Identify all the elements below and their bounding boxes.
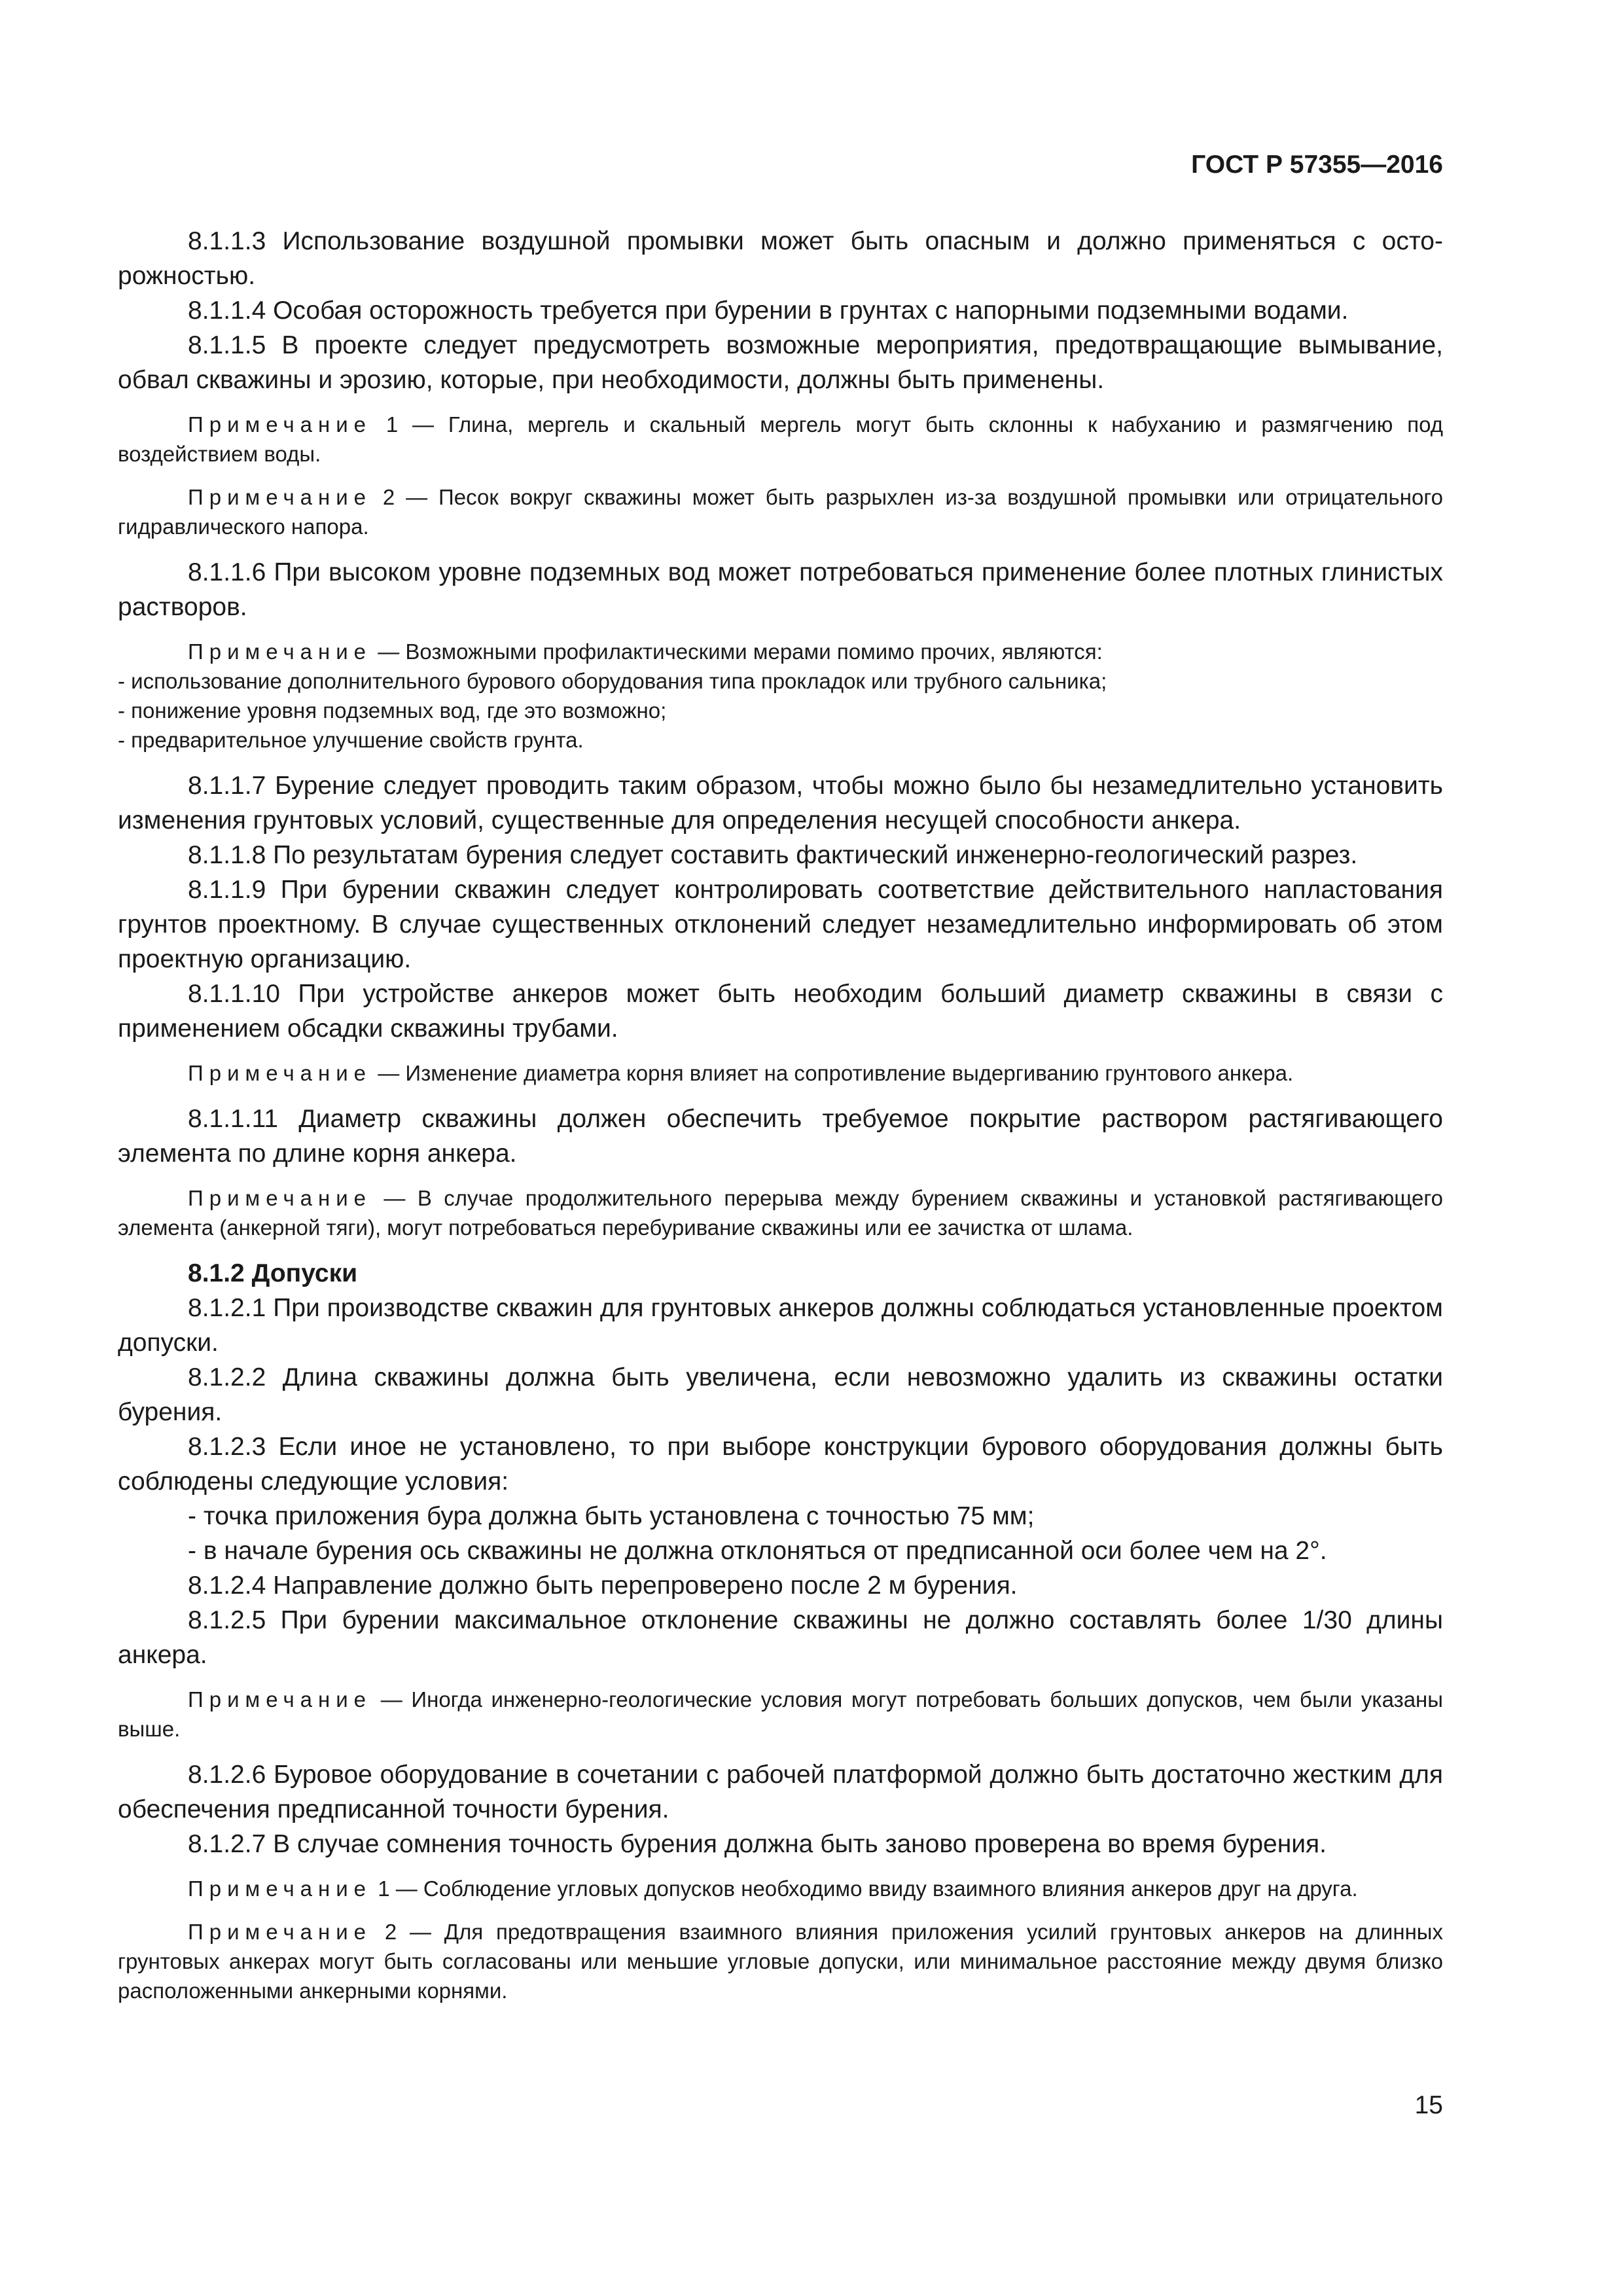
paragraph: 8.1.1.9 При бурении скважин следует контролировать соответствие действительного напластования грунтов проектному. В случае существенных отклонений следует незамедлительно информировать об этом проектную организацию. (118, 876, 1443, 973)
paragraph: 8.1.2.4 Направление должно быть перепроверено после 2 м бурения. (188, 1571, 1018, 1600)
paragraph: 8.1.1.10 При устройстве анкеров может быть необходим больший диаметр скважины в связи с применением обсадки скважины трубами. (118, 980, 1443, 1043)
note-text: — Возможными профилактическими мерами помимо прочих, являются: (378, 639, 1103, 664)
paragraph: 8.1.1.3 Использование воздушной промывки может быть опасным и должно применяться с осторожностью. (118, 227, 1443, 290)
note-text: 1 — Соблюдение угловых допусков необходимо ввиду взаимного влияния анкеров друг на друга. (378, 1876, 1358, 1901)
note-list-item: - понижение уровня подземных вод, где это возможно; (118, 698, 667, 723)
paragraph: 8.1.1.4 Особая осторожность требуется при бурении в грунтах с напорными подземными водами. (188, 296, 1349, 325)
document-body (118, 224, 1443, 2019)
paragraph: 8.1.2.3 Если иное не установлено, то при выборе конструкции бурового оборудования должны быть соблюдены следующие условия: (118, 1433, 1443, 1496)
note-list (118, 637, 1443, 755)
note (118, 1874, 1443, 1903)
note-text: 2 — Песок вокруг скважины может быть разрыхлен из-за воздушной промывки или отрицательного гидравлического напора. (118, 485, 1443, 539)
page-number: 15 (1414, 2091, 1443, 2119)
note-label: Примечание (188, 1687, 372, 1712)
note (118, 1685, 1443, 1744)
note (118, 1917, 1443, 2005)
note-text: — Изменение диаметра корня влияет на сопротивление выдергиванию грунтового анкера. (378, 1061, 1294, 1085)
paragraph: 8.1.2.5 При бурении максимальное отклонение скважины не должно составлять более 1/30 длины анкера. (118, 1606, 1443, 1669)
note (118, 482, 1443, 541)
note-text: — В случае продолжительного перерыва между бурением скважины и установкой растягивающего элемента (анкерной тяги), могут потребоваться перебуривание скважины или ее зачистка от шлама. (118, 1186, 1444, 1240)
paragraph: 8.1.2.2 Длина скважины должна быть увеличена, если невозможно удалить из скважины остатки бурения. (118, 1363, 1443, 1426)
note (118, 1183, 1443, 1242)
paragraph: - точка приложения бура должна быть установлена с точностью 75 мм; (188, 1502, 1035, 1530)
standard-header: ГОСТ Р 57355—2016 (1191, 151, 1443, 179)
note-label: Примечание (188, 485, 372, 509)
paragraph: 8.1.2.6 Буровое оборудование в сочетании с рабочей платформой должно быть достаточно жестким для обеспечения предписанной точности бурения. (118, 1761, 1443, 1823)
paragraph: 8.1.1.7 Бурение следует проводить таким образом, чтобы можно было бы незамедлительно установить изменения грунтовых условий, существенные для определения несущей способности анкера. (118, 772, 1443, 834)
note-list-item: - использование дополнительного бурового оборудования типа прокладок или трубного сальника; (118, 669, 1107, 693)
paragraph: 8.1.2.7 В случае сомнения точность бурения должна быть заново проверена во время бурения. (188, 1830, 1327, 1858)
document-page (118, 0, 1443, 2296)
note-text: 2 — Для предотвращения взаимного влияния приложения усилий грунтовых анкеров на длинных грунтовых анкерах могут быть согласованы или меньшие угловые допуски, или минимальное расстояние между двумя близко расположенными анкерными корнями. (118, 1920, 1444, 2003)
paragraph: 8.1.2.1 При производстве скважин для грунтовых анкеров должны соблюдаться установленные проектом допуски. (118, 1294, 1443, 1357)
note (118, 1058, 1443, 1088)
paragraph: 8.1.1.5 В проекте следует предусмотреть возможные мероприятия, предотвращающие вымывание, обвал скважины и эрозию, которые, при необходимости, должны быть применены. (118, 331, 1443, 394)
note-label: Примечание (188, 1186, 372, 1210)
note-label: Примечание (188, 1061, 372, 1085)
note-label: Примечание (188, 1920, 372, 1944)
paragraph: - в начале бурения ось скважины не должна отклоняться от предписанной оси более чем на 2°. (188, 1537, 1327, 1565)
note-text: — Иногда инженерно-геологические условия могут потребовать больших допусков, чем были указаны выше. (118, 1687, 1443, 1741)
note-label: Примечание (188, 639, 372, 664)
note-label: Примечание (188, 412, 372, 437)
note-list-item: - предварительное улучшение свойств грунта. (118, 728, 584, 752)
paragraph: 8.1.1.6 При высоком уровне подземных вод может потребоваться применение более плотных глинистых растворов. (118, 558, 1443, 621)
note (118, 410, 1443, 469)
section-heading: 8.1.2 Допуски (188, 1259, 358, 1287)
note-label: Примечание (188, 1876, 372, 1901)
paragraph: 8.1.1.8 По результатам бурения следует составить фактический инженерно-геологический разрез. (188, 841, 1358, 869)
note-text: 1 — Глина, мергель и скальный мергель могут быть склонны к набуханию и размягчению под воздействием воды. (118, 412, 1443, 466)
paragraph: 8.1.1.11 Диаметр скважины должен обеспечить требуемое покрытие раствором растягивающего элемента по длине корня анкера. (118, 1105, 1443, 1168)
